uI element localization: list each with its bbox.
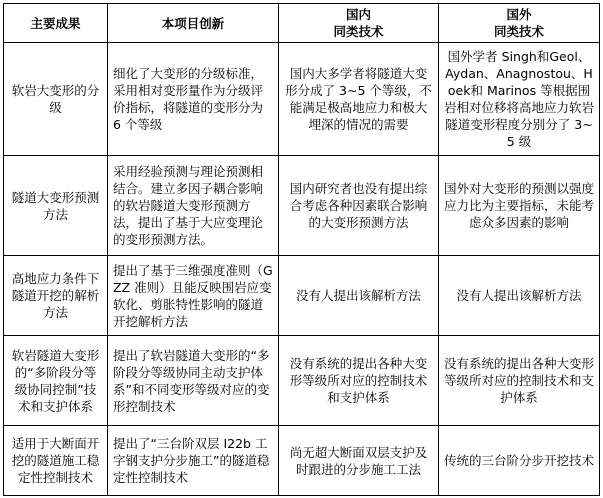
cell-result: 隧道大变形预测方法 [4, 156, 108, 256]
header-domestic: 国内 同类技术 [279, 4, 439, 43]
table-row [4, 336, 600, 426]
cell-domestic: 没有系统的提出各种大变形等级所对应的控制技术和支护体系 [279, 336, 439, 426]
cell-domestic: 国内大多学者将隧道大变形分成了 3~5 个等级，不能满足极高地应力和极大埋深的情况的需要 [279, 43, 439, 156]
cell-result: 高地应力条件下隧道开挖的解析方法 [4, 256, 108, 336]
cell-domestic: 国内研究者也没有提出综合考虑各种因素联合影响的大变形预测方法 [279, 156, 439, 256]
table-row [4, 256, 600, 336]
table-row [4, 156, 600, 256]
header-main-result: 主要成果 [4, 4, 108, 43]
header-row [4, 4, 600, 43]
cell-innovation: 提出了软岩隧道大变形的“多阶段分等级协同主动支护体系”和不同变形等级对应的变形控制技术 [108, 336, 279, 426]
cell-result: 适用于大断面开挖的隧道施工稳定性控制技术 [4, 426, 108, 496]
cell-domestic: 没有人提出该解析方法 [279, 256, 439, 336]
cell-innovation: 采用经验预测与理论预测相结合。建立多因子耦合影响的软岩隧道大变形预测方法，提出了基于大应变理论的变形预测方法。 [108, 156, 279, 256]
cell-domestic: 尚无超大断面双层支护及时跟进的分步施工工法 [279, 426, 439, 496]
table-row [4, 43, 600, 156]
table-row [4, 426, 600, 496]
cell-foreign: 没有人提出该解析方法 [439, 256, 600, 336]
cell-foreign: 传统的三台阶分步开挖技术 [439, 426, 600, 496]
header-innovation: 本项目创新 [108, 4, 279, 43]
header-foreign: 国外 同类技术 [439, 4, 600, 43]
cell-foreign: 没有系统的提出各种大变形等级所对应的控制技术和支护体系 [439, 336, 600, 426]
cell-innovation: 提出了基于三维强度准则（GZZ 准则）且能反映围岩应变软化、剪胀特性影响的隧道开挖解析方法 [108, 256, 279, 336]
comparison-table [3, 3, 600, 496]
cell-foreign: 国外学者 Singh和Geol、Aydan、Anagnostou、Hoek和 Marinos 等根据围岩相对位移将高地应力软岩隧道变形程度分别分了 3~5 级 [439, 43, 600, 156]
cell-innovation: 细化了大变形的分级标准，采用相对变形量作为分级评价指标，将隧道的变形分为 6 个等级 [108, 43, 279, 156]
cell-result: 软岩隧道大变形的“多阶段分等级协同控制”技术和支护体系 [4, 336, 108, 426]
cell-innovation: 提出了“三台阶双层 I22b 工字钢支护分步施工”的隧道稳定性控制技术 [108, 426, 279, 496]
cell-result: 软岩大变形的分级 [4, 43, 108, 156]
cell-foreign: 国外对大变形的预测以强度应力比为主要指标，未能考虑众多因素的影响 [439, 156, 600, 256]
